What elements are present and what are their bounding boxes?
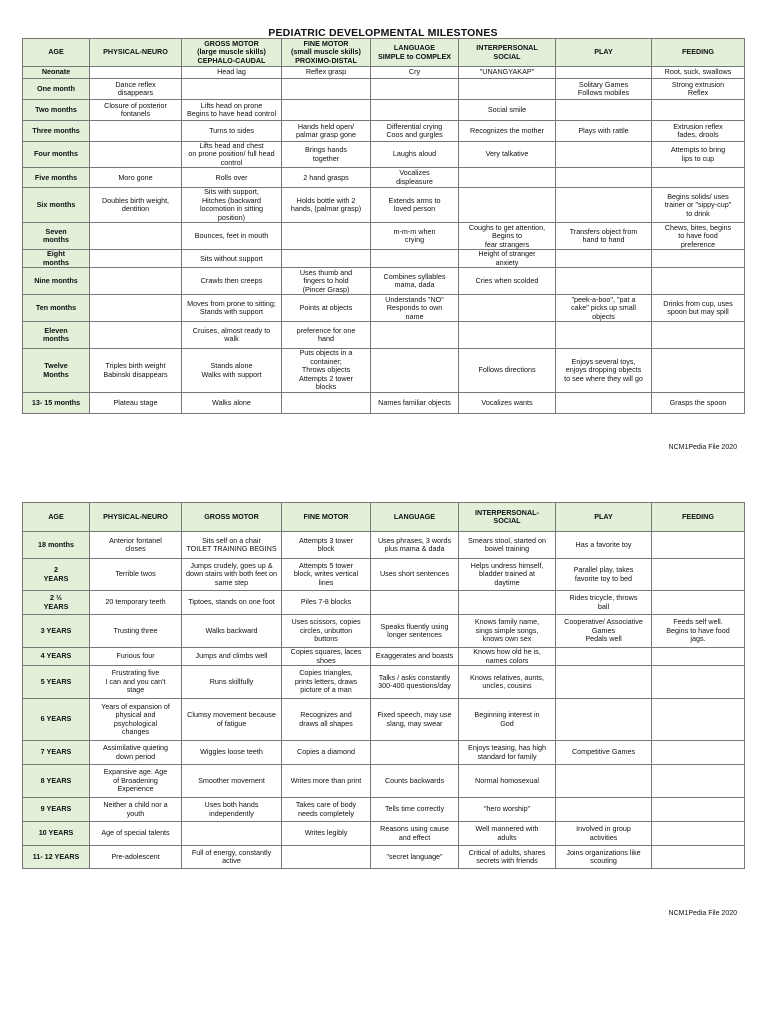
table-row <box>23 666 745 699</box>
page-footer: NCM1Pedia File 2020 <box>668 910 737 917</box>
milestone-cell: Runs skillfully <box>182 666 282 699</box>
milestone-cell: Uses scissors, copies circles, unbutton buttons <box>282 615 371 648</box>
milestone-cell: Assimilative quieting down period <box>90 741 182 765</box>
table-row <box>23 250 745 268</box>
column-header: FINE MOTOR <box>282 503 371 532</box>
table-row <box>23 648 745 666</box>
milestone-cell: Normal homosexual <box>459 765 556 798</box>
milestone-cell <box>90 67 182 79</box>
milestone-cell: Extrusion reflex fades, drools <box>652 121 745 142</box>
age-cell: Two months <box>23 100 90 121</box>
milestone-cell: Plays with rattle <box>556 121 652 142</box>
milestone-cell: Competitive Games <box>556 741 652 765</box>
milestone-cell <box>182 822 282 846</box>
milestone-cell: Well mannered with adults <box>459 822 556 846</box>
milestone-cell: Puts objects in a container; Throws objects Attempts 2 tower blocks <box>282 349 371 392</box>
milestone-cell: Helps undress himself, bladder trained at daytime <box>459 559 556 591</box>
milestone-cell: Cooperative/ Associative Games Pedals well <box>556 615 652 648</box>
table-row <box>23 142 745 168</box>
age-cell: Twelve Months <box>23 349 90 392</box>
milestone-cell <box>556 168 652 188</box>
milestone-cell: Closure of posterior fontanels <box>90 100 182 121</box>
milestone-cell: Hands held open/ palmar grasp gone <box>282 121 371 142</box>
milestone-cell <box>652 822 745 846</box>
milestone-cell <box>459 188 556 223</box>
milestone-cell: 2 hand grasps <box>282 168 371 188</box>
age-cell: 5 YEARS <box>23 666 90 699</box>
milestone-cell: Speaks fluently using longer sentences <box>371 615 459 648</box>
milestone-cell: Jumps crudely, goes up & down stairs with both feet on same step <box>182 559 282 591</box>
milestone-cell: Extends arms to loved person <box>371 188 459 223</box>
milestone-cell: Enjoys teasing, has high standard for family <box>459 741 556 765</box>
milestone-cell <box>556 100 652 121</box>
table-row <box>23 67 745 79</box>
milestone-cell <box>282 250 371 268</box>
milestone-cell: Pre-adolescent <box>90 846 182 869</box>
milestone-cell <box>556 188 652 223</box>
table-row <box>23 532 745 559</box>
age-cell: 7 YEARS <box>23 741 90 765</box>
age-cell: Ten months <box>23 295 90 322</box>
milestone-cell: Fixed speech, may use slang, may swear <box>371 699 459 741</box>
milestone-cell: Furious four <box>90 648 182 666</box>
milestone-cell: Has a favorite toy <box>556 532 652 559</box>
milestone-cell: Copies squares, laces shoes <box>282 648 371 666</box>
table-row <box>23 268 745 295</box>
table-row <box>23 392 745 413</box>
milestone-cell <box>556 67 652 79</box>
milestone-cell: Dance reflex disappears <box>90 79 182 100</box>
milestone-cell: Counts backwards <box>371 765 459 798</box>
table-row <box>23 846 745 869</box>
age-cell: 2 YEARS <box>23 559 90 591</box>
milestone-cell: Sits without support <box>182 250 282 268</box>
age-cell: One month <box>23 79 90 100</box>
milestone-cell: Wiggles loose teeth <box>182 741 282 765</box>
table-row <box>23 559 745 591</box>
milestone-cell: Joins organizations like scouting <box>556 846 652 869</box>
milestone-cell <box>652 591 745 615</box>
milestone-cell: Takes care of body needs completely <box>282 798 371 822</box>
milestone-cell: Strong extrusion Reflex <box>652 79 745 100</box>
milestone-cell <box>371 349 459 392</box>
milestone-cell <box>556 392 652 413</box>
milestone-cell <box>282 79 371 100</box>
milestone-cell <box>371 741 459 765</box>
age-cell: 8 YEARS <box>23 765 90 798</box>
milestone-cell: Holds bottle with 2 hands, (palmar grasp) <box>282 188 371 223</box>
milestone-cell <box>652 250 745 268</box>
milestone-cell: Knows how old he is, names colors <box>459 648 556 666</box>
milestone-cell: Very talkative <box>459 142 556 168</box>
milestone-cell <box>652 532 745 559</box>
column-header: FINE MOTOR (small muscle skills) PROXIMO-DISTAL <box>282 39 371 67</box>
milestone-cell: Attempts 3 tower block <box>282 532 371 559</box>
milestone-cell: Triples birth weight Babinski disappears <box>90 349 182 392</box>
column-header: PHYSICAL-NEURO <box>90 39 182 67</box>
milestone-cell: Begins solids/ uses trainer or "sippy-cup" to drink <box>652 188 745 223</box>
table-header-row <box>23 503 745 532</box>
table-row <box>23 699 745 741</box>
milestone-cell: Brings hands together <box>282 142 371 168</box>
milestone-cell <box>652 322 745 349</box>
milestone-cell: Social smile <box>459 100 556 121</box>
milestone-cell <box>556 798 652 822</box>
milestone-cell: Age of special talents <box>90 822 182 846</box>
milestone-cell: Moro gone <box>90 168 182 188</box>
milestone-cell <box>182 79 282 100</box>
milestone-cell: Lifts head on prone Begins to have head control <box>182 100 282 121</box>
milestones-table-infant <box>22 38 745 414</box>
milestone-cell: preference for one hand <box>282 322 371 349</box>
milestone-cell <box>556 666 652 699</box>
milestone-cell: Rides tricycle, throws ball <box>556 591 652 615</box>
milestone-cell: Trusting three <box>90 615 182 648</box>
milestone-cell: Understands "NO" Responds to own name <box>371 295 459 322</box>
milestone-cell: "UNANGYAKAP" <box>459 67 556 79</box>
column-header: PLAY <box>556 39 652 67</box>
milestone-cell <box>371 322 459 349</box>
milestone-cell: Uses phrases, 3 words plus mama & dada <box>371 532 459 559</box>
milestone-cell <box>459 295 556 322</box>
milestone-cell: "peek-a-boo", "pat a cake" picks up small objects <box>556 295 652 322</box>
milestone-cell <box>652 168 745 188</box>
milestone-cell <box>282 846 371 869</box>
age-cell: 10 YEARS <box>23 822 90 846</box>
milestone-cell: Expansive age. Age of Broadening Experience <box>90 765 182 798</box>
milestone-cell: Uses short sentences <box>371 559 459 591</box>
table-row <box>23 100 745 121</box>
table-row <box>23 168 745 188</box>
milestone-cell: Plateau stage <box>90 392 182 413</box>
age-cell: 4 YEARS <box>23 648 90 666</box>
table-row <box>23 223 745 250</box>
milestone-cell: Recognizes and draws all shapes <box>282 699 371 741</box>
page-footer: NCM1Pedia File 2020 <box>668 444 737 451</box>
milestone-cell: Jumps and climbs well <box>182 648 282 666</box>
milestone-cell: Sits with support, Hitches (backward locomotion in sitting position) <box>182 188 282 223</box>
milestone-cell <box>556 765 652 798</box>
milestone-cell <box>556 250 652 268</box>
table-row <box>23 765 745 798</box>
milestone-cell: Knows relatives, aunts, uncles, cousins <box>459 666 556 699</box>
age-cell: 3 YEARS <box>23 615 90 648</box>
milestone-cell <box>652 699 745 741</box>
milestone-cell: Walks alone <box>182 392 282 413</box>
milestone-cell: Clumsy movement because of fatigue <box>182 699 282 741</box>
milestone-cell: Vocalizes displeasure <box>371 168 459 188</box>
milestone-cell <box>556 322 652 349</box>
milestone-cell: Talks / asks constantly 300-400 questions/day <box>371 666 459 699</box>
milestone-cell: Writes more than print <box>282 765 371 798</box>
milestone-cell: Root, suck, swallows <box>652 67 745 79</box>
milestone-cell: Reasons using cause and effect <box>371 822 459 846</box>
milestone-cell <box>282 100 371 121</box>
milestone-cell: Tells time correctly <box>371 798 459 822</box>
milestone-cell: Years of expansion of physical and psychological changes <box>90 699 182 741</box>
milestone-cell <box>652 798 745 822</box>
milestone-cell: Copies triangles, prints letters, draws picture of a man <box>282 666 371 699</box>
table-row <box>23 322 745 349</box>
column-header: FEEDING <box>652 39 745 67</box>
milestone-cell <box>90 295 182 322</box>
milestone-cell: Names familiar objects <box>371 392 459 413</box>
milestone-cell: Follows directions <box>459 349 556 392</box>
milestone-cell <box>652 846 745 869</box>
milestone-cell: Differential crying Coos and gurgles <box>371 121 459 142</box>
table-row <box>23 188 745 223</box>
milestone-cell: Neither a child nor a youth <box>90 798 182 822</box>
milestone-cell: Cries when scolded <box>459 268 556 295</box>
milestone-cell: Smoother movement <box>182 765 282 798</box>
age-cell: 13- 15 months <box>23 392 90 413</box>
table-row <box>23 349 745 392</box>
column-header: FEEDING <box>652 503 745 532</box>
milestone-cell: Smears stool, started on bowel training <box>459 532 556 559</box>
age-cell: Four months <box>23 142 90 168</box>
milestones-table-child <box>22 502 745 869</box>
milestone-cell: Full of energy, constantly active <box>182 846 282 869</box>
milestone-cell: Points at objects <box>282 295 371 322</box>
milestone-cell: m-m-m when crying <box>371 223 459 250</box>
milestone-cell: Cruises, almost ready to walk <box>182 322 282 349</box>
milestone-cell <box>652 741 745 765</box>
column-header: AGE <box>23 39 90 67</box>
milestone-cell: Parallel play, takes favorite toy to bed <box>556 559 652 591</box>
milestone-cell: Moves from prone to sitting; Stands with support <box>182 295 282 322</box>
milestone-cell: Vocalizes wants <box>459 392 556 413</box>
milestone-cell: Laughs aloud <box>371 142 459 168</box>
table-row <box>23 798 745 822</box>
milestone-cell: Drinks from cup, uses spoon but may spill <box>652 295 745 322</box>
milestone-cell <box>556 648 652 666</box>
age-cell: Nine months <box>23 268 90 295</box>
milestone-cell: Involved in group activities <box>556 822 652 846</box>
milestone-cell: Doubles birth weight, dentition <box>90 188 182 223</box>
table-row <box>23 741 745 765</box>
milestone-cell: Walks backward <box>182 615 282 648</box>
milestone-cell: "secret language" <box>371 846 459 869</box>
milestone-cell <box>459 591 556 615</box>
table-row <box>23 295 745 322</box>
milestone-cell <box>652 100 745 121</box>
milestone-cell: Stands alone Walks with support <box>182 349 282 392</box>
milestone-cell: Attempts to bring lips to cup <box>652 142 745 168</box>
milestone-cell: Lifts head and chest on prone position/ full head control <box>182 142 282 168</box>
age-cell: Eight months <box>23 250 90 268</box>
milestone-cell: Tiptoes, stands on one foot <box>182 591 282 615</box>
milestone-cell: Coughs to get attention, Begins to fear strangers <box>459 223 556 250</box>
milestone-cell <box>652 268 745 295</box>
milestone-cell <box>371 100 459 121</box>
column-header: PLAY <box>556 503 652 532</box>
column-header: AGE <box>23 503 90 532</box>
age-cell: Three months <box>23 121 90 142</box>
milestone-cell: Recognizes the mother <box>459 121 556 142</box>
milestone-cell <box>90 268 182 295</box>
milestone-cell <box>459 322 556 349</box>
milestone-cell <box>90 142 182 168</box>
column-header: INTERPERSONAL SOCIAL <box>459 39 556 67</box>
table-row <box>23 615 745 648</box>
age-cell: 6 YEARS <box>23 699 90 741</box>
milestone-cell: Combines syllables mama, dada <box>371 268 459 295</box>
table-row <box>23 79 745 100</box>
column-header: INTERPERSONAL- SOCIAL <box>459 503 556 532</box>
milestone-cell: Terrible twos <box>90 559 182 591</box>
column-header: LANGUAGE <box>371 503 459 532</box>
age-cell: Five months <box>23 168 90 188</box>
milestone-cell <box>371 250 459 268</box>
milestone-cell: Beginning interest in God <box>459 699 556 741</box>
table-header-row <box>23 39 745 67</box>
milestone-cell: Copies a diamond <box>282 741 371 765</box>
milestone-cell <box>652 666 745 699</box>
milestone-cell: Feeds self well. Begins to have food jags. <box>652 615 745 648</box>
milestone-cell: Piles 7-8 blocks <box>282 591 371 615</box>
milestone-cell: Bounces, feet in mouth <box>182 223 282 250</box>
milestone-cell: Transfers object from hand to hand <box>556 223 652 250</box>
column-header: LANGUAGE SIMPLE to COMPLEX <box>371 39 459 67</box>
age-cell: Six months <box>23 188 90 223</box>
page-title: PEDIATRIC DEVELOPMENTAL MILESTONES <box>268 27 498 39</box>
milestone-cell <box>371 591 459 615</box>
milestone-cell: Crawls then creeps <box>182 268 282 295</box>
milestone-cell: 20 temporary teeth <box>90 591 182 615</box>
milestone-cell: Critical of adults, shares secrets with friends <box>459 846 556 869</box>
milestone-cell: Writes legibly <box>282 822 371 846</box>
milestone-cell: Anterior fontanel closes <box>90 532 182 559</box>
milestone-cell: Uses thumb and fingers to hold (Pincer Grasp) <box>282 268 371 295</box>
milestone-cell <box>459 79 556 100</box>
milestone-cell: Uses both hands independently <box>182 798 282 822</box>
milestone-cell <box>652 648 745 666</box>
milestone-cell: "hero worship" <box>459 798 556 822</box>
age-cell: Eleven months <box>23 322 90 349</box>
age-cell: 11- 12 YEARS <box>23 846 90 869</box>
milestone-cell <box>556 268 652 295</box>
milestone-cell: Head lag <box>182 67 282 79</box>
milestone-cell <box>371 79 459 100</box>
milestone-cell <box>282 392 371 413</box>
milestone-cell: Grasps the spoon <box>652 392 745 413</box>
milestone-cell: Chews, bites, begins to have food preference <box>652 223 745 250</box>
milestone-cell <box>90 322 182 349</box>
table-row <box>23 121 745 142</box>
milestone-cell: Knows family name, sings simple songs, knows own sex <box>459 615 556 648</box>
milestone-cell: Turns to sides <box>182 121 282 142</box>
age-cell: Neonate <box>23 67 90 79</box>
milestone-cell <box>556 142 652 168</box>
milestone-cell: Solitary Games Follows mobiles <box>556 79 652 100</box>
milestone-cell <box>652 765 745 798</box>
milestone-cell <box>90 250 182 268</box>
milestone-cell: Frustrating five I can and you can't stage <box>90 666 182 699</box>
milestone-cell <box>282 223 371 250</box>
table-row <box>23 822 745 846</box>
milestone-cell <box>90 121 182 142</box>
table-row <box>23 591 745 615</box>
column-header: GROSS MOTOR (large muscle skills) CEPHALO-CAUDAL <box>182 39 282 67</box>
age-cell: 9 YEARS <box>23 798 90 822</box>
milestone-cell <box>90 223 182 250</box>
age-cell: 2 ½ YEARS <box>23 591 90 615</box>
milestone-cell: Exaggerates and boasts <box>371 648 459 666</box>
milestone-cell: Sits self on a chair TOILET TRAINING BEGINS <box>182 532 282 559</box>
milestone-cell <box>652 559 745 591</box>
milestone-cell: Enjoys several toys, enjoys dropping objects to see where they will go <box>556 349 652 392</box>
column-header: PHYSICAL-NEURO <box>90 503 182 532</box>
milestone-cell: Reflex grasp <box>282 67 371 79</box>
milestone-cell: Height of stranger anxiety <box>459 250 556 268</box>
milestone-cell: Cry <box>371 67 459 79</box>
milestone-cell: Rolls over <box>182 168 282 188</box>
milestone-cell <box>556 699 652 741</box>
age-cell: 18 months <box>23 532 90 559</box>
column-header: GROSS MOTOR <box>182 503 282 532</box>
milestone-cell <box>459 168 556 188</box>
milestone-cell <box>652 349 745 392</box>
milestone-cell: Attempts 5 tower block, writes vertical lines <box>282 559 371 591</box>
age-cell: Seven months <box>23 223 90 250</box>
